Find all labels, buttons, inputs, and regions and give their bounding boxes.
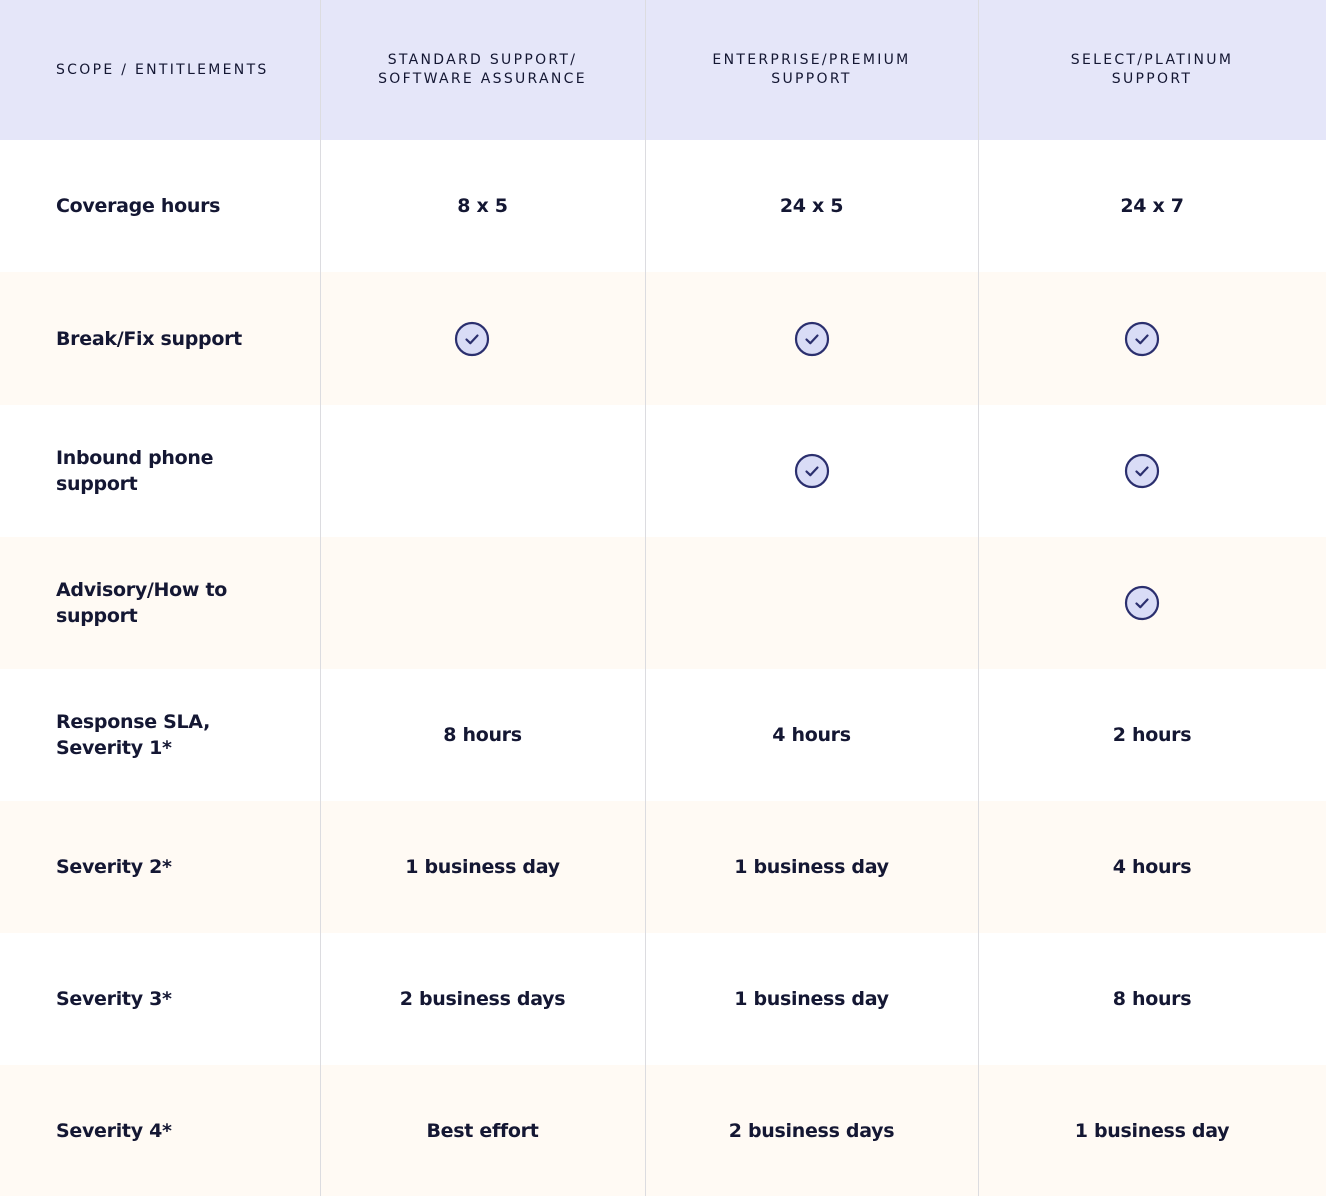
cell-value: 4 hours [772, 724, 851, 746]
value-cell [645, 537, 978, 669]
header-cell-scope [0, 0, 320, 140]
value-cell [645, 1065, 978, 1196]
value-cell [320, 933, 645, 1065]
row-label: Response SLA, Severity 1* [56, 711, 210, 759]
check-circle-icon [794, 321, 830, 357]
value-cell [320, 1065, 645, 1196]
column-divider [645, 0, 646, 1196]
header-cell-select [978, 0, 1326, 140]
value-cell [978, 1065, 1326, 1196]
value-cell [320, 140, 645, 272]
table-row [0, 537, 1326, 669]
table-row [0, 140, 1326, 272]
table-row [0, 272, 1326, 405]
cell-value: 2 hours [1112, 724, 1192, 746]
check-circle-icon [454, 321, 490, 357]
value-cell [645, 669, 978, 801]
check-slot [1124, 321, 1160, 357]
value-cell [978, 140, 1326, 272]
header-label-select: SELECT/PLATINUM SUPPORT [1070, 52, 1234, 87]
cell-value: 1 business day [1074, 1119, 1230, 1142]
value-cell [320, 669, 645, 801]
cell-value: Best effort [426, 1119, 539, 1142]
table-row [0, 801, 1326, 933]
table-row [0, 405, 1326, 537]
check-slot [794, 453, 830, 489]
row-label: Break/Fix support [56, 327, 242, 350]
cell-value: 2 business days [728, 1119, 895, 1142]
cell-value: 1 business day [405, 856, 560, 878]
table-header [0, 0, 1326, 140]
column-divider [978, 0, 979, 1196]
value-cell [978, 405, 1326, 537]
value-cell [645, 140, 978, 272]
cell-value: 24 x 5 [779, 195, 844, 217]
value-cell [978, 272, 1326, 405]
value-cell [320, 272, 645, 405]
check-slot [454, 321, 490, 357]
header-cell-enterprise [645, 0, 978, 140]
value-cell [978, 933, 1326, 1065]
cell-value: 2 business days [399, 988, 566, 1010]
row-label-cell [0, 405, 320, 537]
check-circle-icon [1124, 453, 1160, 489]
row-label: Severity 3* [56, 988, 172, 1010]
row-label-cell [0, 801, 320, 933]
value-cell [978, 801, 1326, 933]
header-label-scope: SCOPE / ENTITLEMENTS [56, 61, 269, 78]
value-cell [645, 272, 978, 405]
check-slot [794, 321, 830, 357]
table-row [0, 669, 1326, 801]
check-slot [1124, 585, 1160, 621]
cell-value: 24 x 7 [1120, 195, 1184, 217]
check-circle-icon [794, 453, 830, 489]
row-label-cell [0, 140, 320, 272]
row-label-cell [0, 933, 320, 1065]
row-label: Severity 4* [56, 1119, 172, 1142]
row-label-cell [0, 537, 320, 669]
value-cell [645, 405, 978, 537]
row-label-cell [0, 272, 320, 405]
header-cell-standard [320, 0, 645, 140]
value-cell [320, 405, 645, 537]
check-circle-icon [1124, 321, 1160, 357]
row-label: Coverage hours [56, 195, 221, 217]
value-cell [320, 537, 645, 669]
row-label: Severity 2* [56, 856, 172, 878]
check-circle-icon [1124, 585, 1160, 621]
value-cell [320, 801, 645, 933]
header-label-enterprise: ENTERPRISE/PREMIUM SUPPORT [712, 52, 911, 87]
table-row [0, 1065, 1326, 1196]
row-label-cell [0, 669, 320, 801]
value-cell [645, 933, 978, 1065]
column-divider [320, 0, 321, 1196]
value-cell [978, 537, 1326, 669]
cell-value: 1 business day [734, 988, 889, 1010]
cell-value: 1 business day [734, 856, 889, 878]
row-label: Inbound phone support [56, 447, 214, 495]
value-cell [978, 669, 1326, 801]
row-label-cell [0, 1065, 320, 1196]
cell-value: 4 hours [1112, 856, 1192, 878]
check-slot [1124, 453, 1160, 489]
cell-value: 8 hours [443, 724, 522, 746]
table-row [0, 933, 1326, 1065]
header-label-standard: STANDARD SUPPORT/ SOFTWARE ASSURANCE [378, 52, 587, 87]
cell-value: 8 hours [1112, 988, 1192, 1010]
row-label: Advisory/How to support [56, 579, 228, 627]
value-cell [645, 801, 978, 933]
cell-value: 8 x 5 [457, 195, 508, 217]
